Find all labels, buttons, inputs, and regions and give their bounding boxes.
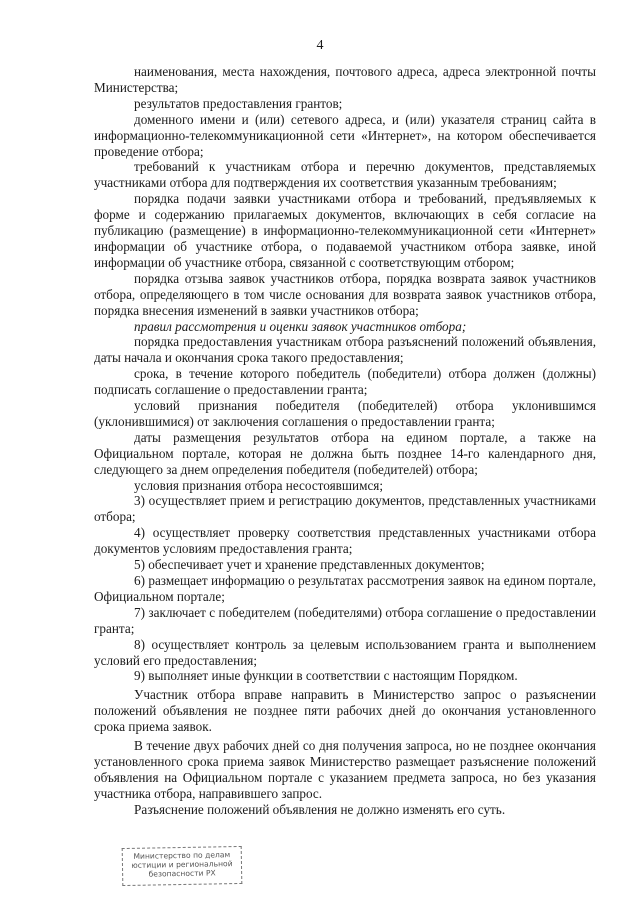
paragraph: Разъяснение положений объявления не должно изменять его суть. xyxy=(134,801,506,817)
paragraph: наименования, места нахождения, почтового адреса, адреса электронной почты Министерства; xyxy=(94,64,596,95)
list-item: 9) выполняет иные функции в соответствии с настоящим Порядком. xyxy=(134,668,518,684)
paragraph: срока, в течение которого победитель (победители) отбора должен (должны) подписать соглашение о предоставлении гранта; xyxy=(94,366,596,398)
paragraph: порядка подачи заявки участниками отбора и требований, предъявляемых к форме и содержанию прилагаемых документов, включающих в себя согласие на публикацию (размещение) в информационно-телекоммуникационной сети «Интернет» информации об участнике отбора, о подаваемой участником отбора заявке, иной информации об участнике отбора, связанной с соответствующим отбором; xyxy=(94,191,596,270)
document-body xyxy=(94,64,596,818)
paragraph: Участник отбора вправе направить в Министерство запрос о разъяснении положений объявления не позднее пяти рабочих дней до окончания установленного срока приема заявок. xyxy=(94,687,596,735)
stamp-line: безопасности РХ xyxy=(148,868,216,879)
paragraph: результатов предоставления грантов; xyxy=(134,95,343,111)
paragraph: условия признания отбора несостоявшимся; xyxy=(134,477,384,493)
paragraph: правил рассмотрения и оценки заявок участников отбора; xyxy=(134,318,467,334)
paragraph: порядка предоставления участникам отбора разъяснений положений объявления, даты начала и окончания срока такого предоставления; xyxy=(94,334,596,366)
list-item: 3) осуществляет прием и регистрацию документов, представленных участниками отбора; xyxy=(94,493,596,525)
paragraph: требований к участникам отбора и перечню документов, представляемых участниками отбора для подтверждения их соответствия указанным требованиям; xyxy=(94,159,596,191)
list-item: 7) заключает с победителем (победителями) отбора соглашение о предоставлении гранта; xyxy=(94,604,596,636)
stamp-line: юстиции и региональной xyxy=(131,859,233,870)
list-item: 8) осуществляет контроль за целевым использованием гранта и выполнением условий его предоставления; xyxy=(94,636,596,668)
list-item: 5) обеспечивает учет и хранение представленных документов; xyxy=(134,557,485,573)
paragraph: доменного имени и (или) сетевого адреса, и (или) указателя страниц сайта в информационно-телекоммуникационной сети «Интернет», на котором обеспечивается проведение отбора; xyxy=(94,111,596,159)
list-item: 6) размещает информацию о результатах рассмотрения заявок на едином портале, Официальном портале; xyxy=(94,573,596,604)
registration-stamp xyxy=(122,846,243,886)
page-number: 4 xyxy=(316,38,324,53)
paragraph: В течение двух рабочих дней со дня получения запроса, но не позднее окончания установленного срока приема заявок Министерство размещает разъяснение положений объявления на Официальном портале с указанием предмета запроса, но без указания участника отбора, направившего запрос. xyxy=(94,738,596,801)
paragraph: порядка отзыва заявок участников отбора, порядка возврата заявок участников отбора, определяющего в том числе основания для возврата заявок участников отбора, порядка внесения изменений в заявки участников отбора; xyxy=(94,270,596,318)
list-item: 4) осуществляет проверку соответствия представленных участниками отбора документов условиям предоставления гранта; xyxy=(94,525,596,557)
paragraph: даты размещения результатов отбора на едином портале, а также на Официальном портале, которая не должна быть позднее 14-го календарного дня, следующего за днем определения победителя (победителей) отбора; xyxy=(94,429,596,477)
paragraph: условий признания победителя (победителей) отбора уклонившимся (уклонившимися) от заключения соглашения о предоставлении гранта; xyxy=(94,398,596,429)
stamp-line: Министерство по делам xyxy=(133,850,231,861)
